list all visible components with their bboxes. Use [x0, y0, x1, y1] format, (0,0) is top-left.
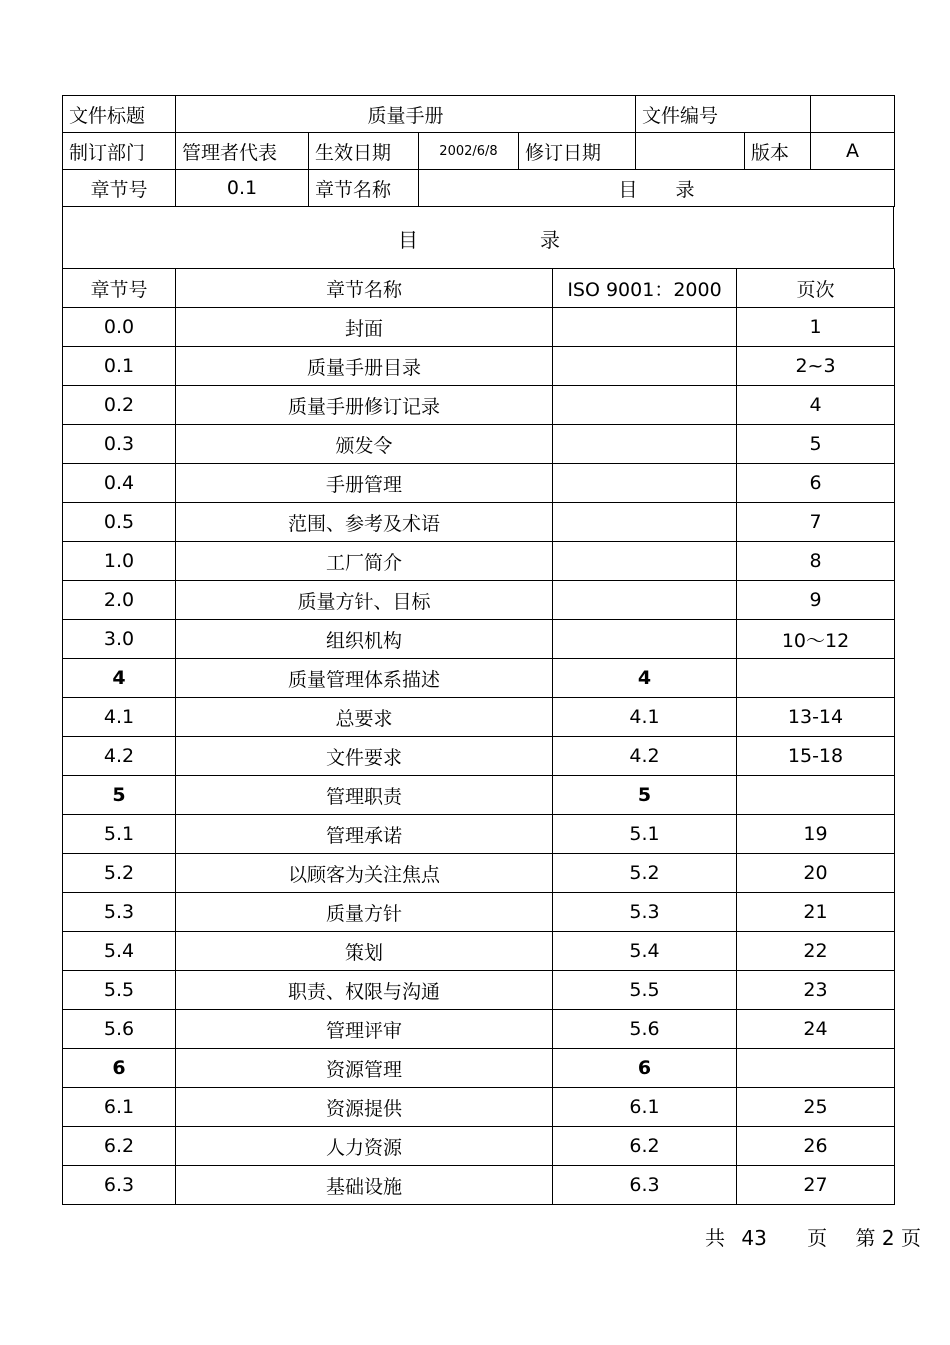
toc-page-range: [737, 1049, 895, 1088]
toc-page-range: 25: [737, 1088, 895, 1127]
toc-row: [63, 347, 895, 386]
toc-chapter-name: 总要求: [176, 698, 553, 737]
toc-col-page: 页次: [737, 269, 895, 308]
toc-chapter-name: 质量手册目录: [176, 347, 553, 386]
toc-chapter-no: 4.1: [63, 698, 176, 737]
toc-row: [63, 893, 895, 932]
toc-header-row: [63, 269, 895, 308]
toc-page-range: 4: [737, 386, 895, 425]
title-value: 质量手册: [176, 96, 636, 133]
toc-page-range: 20: [737, 854, 895, 893]
toc-row: [63, 1166, 895, 1205]
toc-row: [63, 737, 895, 776]
toc-chapter-name: 手册管理: [176, 464, 553, 503]
toc-page-range: [737, 776, 895, 815]
toc-chapter-no: 0.4: [63, 464, 176, 503]
revised-date-label: 修订日期: [519, 133, 636, 170]
toc-iso-clause: 6.3: [553, 1166, 737, 1205]
page-footer: [705, 1222, 921, 1251]
toc-chapter-name: 封面: [176, 308, 553, 347]
toc-chapter-name: 范围、参考及术语: [176, 503, 553, 542]
toc-page-range: 9: [737, 581, 895, 620]
toc-page-range: 6: [737, 464, 895, 503]
toc-chapter-no: 5.3: [63, 893, 176, 932]
toc-row: [63, 1010, 895, 1049]
toc-row: [63, 308, 895, 347]
toc-page-range: 27: [737, 1166, 895, 1205]
chapter-no-label: 章节号: [63, 170, 176, 207]
chapter-name-value: 目 录: [419, 170, 895, 207]
document-header-table: [62, 95, 895, 207]
toc-iso-clause: 5.2: [553, 854, 737, 893]
toc-iso-clause: [553, 347, 737, 386]
toc-iso-clause: 4.2: [553, 737, 737, 776]
toc-chapter-name: 以顾客为关注焦点: [176, 854, 553, 893]
toc-chapter-no: 2.0: [63, 581, 176, 620]
toc-iso-clause: 5.6: [553, 1010, 737, 1049]
dept-label: 制订部门: [63, 133, 176, 170]
toc-row: [63, 542, 895, 581]
toc-title-box: [62, 207, 894, 268]
toc-chapter-name: 文件要求: [176, 737, 553, 776]
doc-no-label: 文件编号: [636, 96, 811, 133]
toc-chapter-name: 策划: [176, 932, 553, 971]
toc-chapter-no: 0.1: [63, 347, 176, 386]
toc-chapter-name: 人力资源: [176, 1127, 553, 1166]
toc-chapter-no: 5.1: [63, 815, 176, 854]
toc-chapter-no: 5: [63, 776, 176, 815]
toc-row: [63, 386, 895, 425]
chapter-name-label: 章节名称: [309, 170, 419, 207]
toc-page-range: 1: [737, 308, 895, 347]
toc-iso-clause: [553, 581, 737, 620]
toc-col-chapter-name: 章节名称: [176, 269, 553, 308]
footer-total-pages: 43: [741, 1226, 767, 1250]
toc-chapter-name: 质量方针: [176, 893, 553, 932]
title-label: 文件标题: [63, 96, 176, 133]
toc-body: [63, 308, 895, 1205]
toc-row: [63, 464, 895, 503]
toc-iso-clause: 6.1: [553, 1088, 737, 1127]
toc-chapter-no: 5.6: [63, 1010, 176, 1049]
toc-iso-clause: 6: [553, 1049, 737, 1088]
toc-page-range: 26: [737, 1127, 895, 1166]
toc-chapter-no: 5.5: [63, 971, 176, 1010]
toc-table: [62, 268, 895, 1205]
toc-row: [63, 581, 895, 620]
toc-page-range: 7: [737, 503, 895, 542]
toc-page-range: 19: [737, 815, 895, 854]
toc-iso-clause: [553, 308, 737, 347]
effective-date-label: 生效日期: [309, 133, 419, 170]
toc-iso-clause: [553, 386, 737, 425]
version-value: A: [811, 133, 895, 170]
toc-iso-clause: [553, 620, 737, 659]
toc-chapter-no: 0.0: [63, 308, 176, 347]
toc-col-chapter-no: 章节号: [63, 269, 176, 308]
toc-row: [63, 1049, 895, 1088]
toc-iso-clause: [553, 503, 737, 542]
toc-row: [63, 1088, 895, 1127]
toc-page-range: 10～12: [737, 620, 895, 659]
footer-total-suffix: 页: [807, 1226, 828, 1250]
footer-total-prefix: 共: [705, 1226, 725, 1250]
toc-row: [63, 971, 895, 1010]
toc-page-range: 8: [737, 542, 895, 581]
toc-title-char-2: 录: [540, 228, 560, 252]
footer-current-prefix: 第: [855, 1226, 876, 1250]
toc-chapter-no: 6.3: [63, 1166, 176, 1205]
toc-chapter-no: 6.1: [63, 1088, 176, 1127]
toc-chapter-name: 管理承诺: [176, 815, 553, 854]
toc-chapter-name: 质量手册修订记录: [176, 386, 553, 425]
toc-chapter-no: 5.2: [63, 854, 176, 893]
toc-iso-clause: 5: [553, 776, 737, 815]
dept-value: 管理者代表: [176, 133, 309, 170]
toc-chapter-name: 质量管理体系描述: [176, 659, 553, 698]
toc-iso-clause: 4.1: [553, 698, 737, 737]
toc-chapter-name: 基础设施: [176, 1166, 553, 1205]
toc-row: [63, 698, 895, 737]
toc-page-range: 22: [737, 932, 895, 971]
toc-row: [63, 932, 895, 971]
toc-chapter-name: 工厂简介: [176, 542, 553, 581]
toc-row: [63, 659, 895, 698]
toc-chapter-name: 质量方针、目标: [176, 581, 553, 620]
footer-current-page: 2: [881, 1226, 895, 1250]
toc-iso-clause: 5.1: [553, 815, 737, 854]
toc-row: [63, 503, 895, 542]
toc-page-range: 24: [737, 1010, 895, 1049]
toc-iso-clause: [553, 425, 737, 464]
toc-iso-clause: [553, 464, 737, 503]
toc-chapter-name: 管理职责: [176, 776, 553, 815]
toc-page-range: 2~3: [737, 347, 895, 386]
toc-col-iso: ISO 9001：2000: [553, 269, 737, 308]
toc-chapter-no: 1.0: [63, 542, 176, 581]
doc-no-value: [811, 96, 895, 133]
toc-chapter-no: 3.0: [63, 620, 176, 659]
toc-row: [63, 776, 895, 815]
toc-iso-clause: 5.3: [553, 893, 737, 932]
toc-chapter-no: 0.3: [63, 425, 176, 464]
toc-title-char-1: 目: [398, 228, 418, 252]
effective-date-value: 2002/6/8: [419, 133, 519, 170]
toc-page-range: 15-18: [737, 737, 895, 776]
toc-chapter-no: 0.5: [63, 503, 176, 542]
revised-date-value: [636, 133, 745, 170]
chapter-no-value: 0.1: [176, 170, 309, 207]
toc-chapter-name: 颁发令: [176, 425, 553, 464]
toc-iso-clause: 4: [553, 659, 737, 698]
toc-chapter-no: 4.2: [63, 737, 176, 776]
toc-row: [63, 815, 895, 854]
toc-chapter-name: 职责、权限与沟通: [176, 971, 553, 1010]
toc-page-range: 23: [737, 971, 895, 1010]
toc-chapter-no: 6.2: [63, 1127, 176, 1166]
version-label: 版本: [745, 133, 811, 170]
toc-row: [63, 1127, 895, 1166]
footer-current-suffix: 页: [900, 1226, 921, 1250]
toc-row: [63, 854, 895, 893]
toc-iso-clause: 6.2: [553, 1127, 737, 1166]
toc-row: [63, 620, 895, 659]
toc-row: [63, 425, 895, 464]
toc-iso-clause: 5.4: [553, 932, 737, 971]
toc-iso-clause: 5.5: [553, 971, 737, 1010]
toc-chapter-name: 管理评审: [176, 1010, 553, 1049]
toc-page-range: 13-14: [737, 698, 895, 737]
toc-page-range: [737, 659, 895, 698]
toc-iso-clause: [553, 542, 737, 581]
toc-chapter-name: 资源管理: [176, 1049, 553, 1088]
toc-page-range: 5: [737, 425, 895, 464]
toc-chapter-name: 组织机构: [176, 620, 553, 659]
toc-chapter-name: 资源提供: [176, 1088, 553, 1127]
toc-chapter-no: 0.2: [63, 386, 176, 425]
toc-page-range: 21: [737, 893, 895, 932]
toc-chapter-no: 5.4: [63, 932, 176, 971]
toc-chapter-no: 6: [63, 1049, 176, 1088]
toc-chapter-no: 4: [63, 659, 176, 698]
